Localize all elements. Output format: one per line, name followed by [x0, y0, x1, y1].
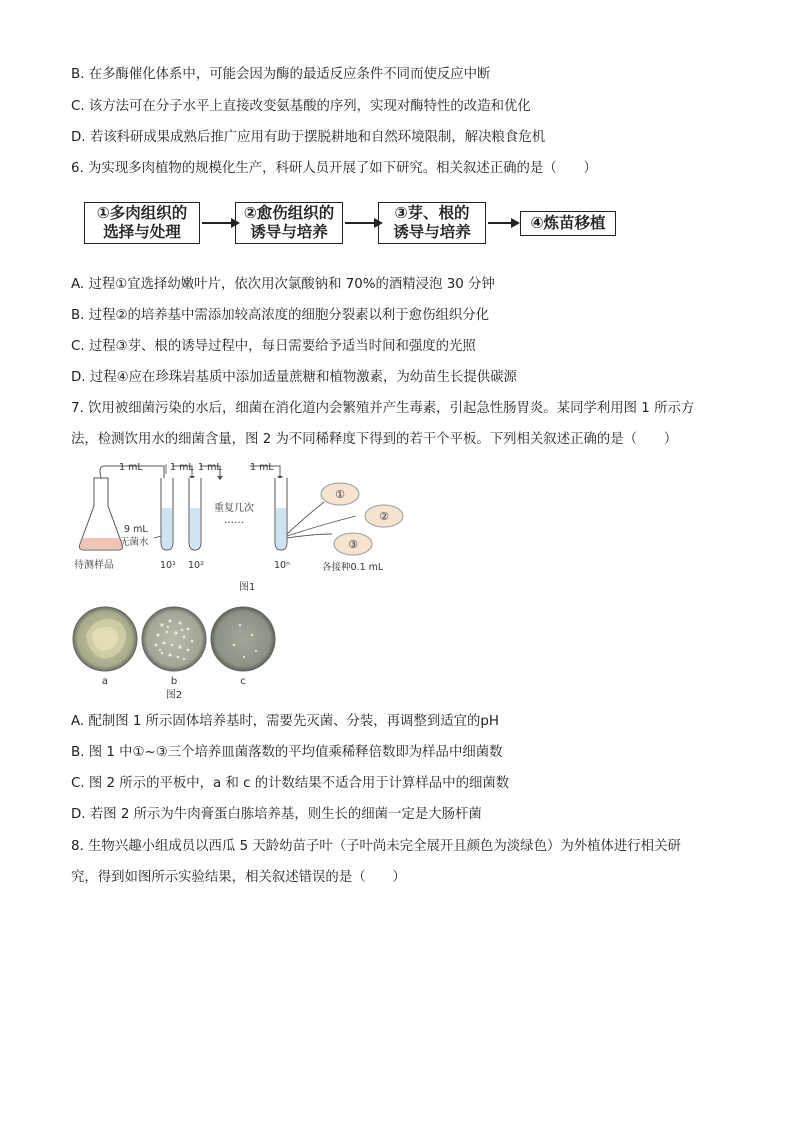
flowchart	[84, 200, 624, 246]
option-7b: B. 图 1 中①~③三个培养皿菌落数的平均值乘稀释倍数即为样品中细菌数	[71, 745, 503, 760]
label-1ml: 1 mL	[170, 462, 194, 473]
label-plate-1: ①	[335, 488, 345, 501]
sample-flask	[80, 478, 123, 550]
figure-2-caption: 图2	[165, 690, 183, 701]
label-inoculate: 各接种0.1 mL	[322, 562, 384, 573]
question-7-stem-1: 7. 饮用被细菌污染的水后，细菌在消化道内会繁殖并产生毒素，引起急性肠胃炎。某同学利用图 1 所示方	[71, 401, 695, 416]
figure-1-dilution-diagram	[74, 458, 414, 598]
label-dilution-n: 10ⁿ	[274, 560, 290, 571]
option-5d: D. 若该科研成果成熟后推广应用有助于摆脱耕地和自然环境限制，解决粮食危机	[71, 130, 546, 145]
flow-step-1-line1: ①多肉组织的	[96, 204, 188, 222]
pointer-line	[154, 536, 161, 538]
option-7a: A. 配制图 1 所示固体培养基时，需要先灭菌、分装，再调整到适宜的pH	[71, 714, 499, 729]
option-5c: C. 该方法可在分子水平上直接改变氨基酸的序列，实现对酶特性的改造和优化	[71, 99, 531, 114]
flow-step-2-line1: ②愈伤组织的	[243, 204, 335, 222]
arrow-to-plate-1	[287, 502, 324, 534]
question-7-stem-2: 法，检测饮用水的细菌含量，图 2 为不同稀释度下得到的若干个平板。下列相关叙述正确的是（ ）	[71, 432, 678, 447]
test-tube-n	[275, 478, 287, 550]
question-8-stem-2: 究，得到如图所示实验结果，相关叙述错误的是（ ）	[71, 870, 406, 885]
test-tube-1	[161, 478, 173, 550]
question-6-stem: 6. 为实现多肉植物的规模化生产，科研人员开展了如下研究。相关叙述正确的是（ ）	[71, 161, 597, 176]
label-plate-a: a	[101, 676, 109, 687]
option-7d: D. 若图 2 所示为牛肉膏蛋白胨培养基，则生长的细菌一定是大肠杆菌	[71, 807, 482, 822]
flow-step-3	[378, 202, 486, 244]
test-tube-2	[189, 478, 201, 550]
arrow-icon	[189, 476, 283, 480]
option-6b: B. 过程②的培养基中需添加较高浓度的细胞分裂素以利于愈伤组织分化	[71, 308, 490, 323]
label-plate-3: ③	[348, 538, 358, 551]
plate-b	[142, 607, 206, 671]
arrow-to-plate-3	[287, 534, 332, 538]
label-dilution-2: 10²	[188, 560, 204, 571]
label-1ml: 1 mL	[119, 462, 143, 473]
arrow-to-plate-2	[287, 516, 356, 536]
option-6d: D. 过程④应在珍珠岩基质中添加适量蔗糖和植物激素，为幼苗生长提供碳源	[71, 370, 517, 385]
plate-a	[73, 607, 137, 671]
flow-step-3-line1: ③芽、根的	[394, 204, 470, 222]
flow-step-1-line2: 选择与处理	[103, 223, 181, 241]
label-plate-c: c	[240, 676, 246, 687]
flow-step-2	[235, 202, 343, 244]
option-6c: C. 过程③芽、根的诱导过程中，每日需要给予适当时间和强度的光照	[71, 339, 476, 354]
option-7c: C. 图 2 所示的平板中，a 和 c 的计数结果不适合用于计算样品中的细菌数	[71, 776, 510, 791]
question-8-stem-1: 8. 生物兴趣小组成员以西瓜 5 天龄幼苗子叶（子叶尚未完全展开且颜色为淡绿色）为外植体进行相关研	[71, 839, 681, 854]
label-dilution-1: 10¹	[160, 560, 176, 571]
label-1ml: 1 mL	[198, 462, 222, 473]
option-6a: A. 过程①宜选择幼嫩叶片，依次用次氯酸钠和 70%的酒精浸泡 30 分钟	[71, 277, 495, 292]
option-5b: B. 在多酶催化体系中，可能会因为酶的最适反应条件不同而使反应中断	[71, 67, 491, 82]
label-water-volume: 9 mL	[124, 524, 148, 535]
label-1ml: 1 mL	[250, 462, 274, 473]
flow-arrow	[345, 222, 375, 224]
figure-2-plates	[72, 605, 282, 701]
flow-step-3-line2: 诱导与培养	[393, 223, 471, 241]
flow-arrow	[488, 222, 512, 224]
flow-step-1	[84, 202, 200, 244]
flow-arrow	[202, 222, 232, 224]
flow-step-2-line2: 诱导与培养	[250, 223, 328, 241]
figure-1-caption: 图1	[239, 582, 256, 593]
label-plate-b: b	[170, 676, 178, 687]
flow-step-4: ④炼苗移植	[520, 211, 616, 236]
label-sterile-water: 无菌水	[120, 537, 149, 548]
label-ellipsis: ……	[224, 515, 244, 526]
plate-c	[211, 607, 275, 671]
label-sample: 待测样品	[74, 560, 114, 571]
label-plate-2: ②	[379, 510, 389, 523]
label-repeat: 重复几次	[214, 503, 254, 514]
